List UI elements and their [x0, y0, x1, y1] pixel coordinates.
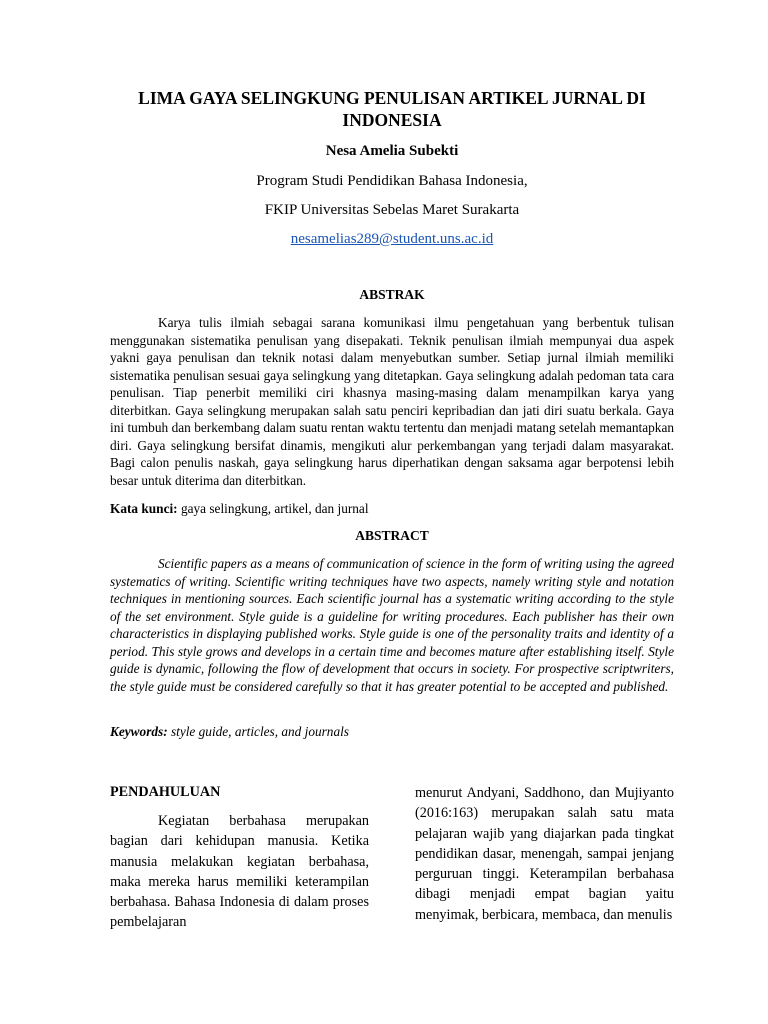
body-column-left	[110, 783, 369, 933]
pendahuluan-paragraph-right: menurut Andyani, Saddhono, dan Mujiyanto (2016:163) merupakan salah satu mata pelajaran wajib yang diajarkan pada tingkat pendidikan dasar, menengah, sampai jenjang perguruan tinggi. Keterampilan berbahasa dibagi menjadi empat bagian yaitu menyimak, berbicara, membaca, dan menulis	[415, 785, 674, 923]
kata-kunci-label: Kata kunci:	[110, 501, 178, 516]
abstrak-heading: ABSTRAK	[359, 287, 425, 302]
kata-kunci	[110, 500, 674, 517]
abstract-text: Scientific papers as a means of communication of science in the form of writing using the agreed systematics of writing. Scientific writing techniques have two aspects, namely writing style and notation techniques in mentioning sources. Each scientific journal has a systematic writing according to the style of the set environment. Style guide is a guideline for writing procedures. Each publisher has their own characteristics in displaying published works. Style guide is one of the personality traits and identity of a period. This style grows and develops in a certain time and becomes mature after establishing itself. Style guide is dynamic, following the flow of development that occurs in society. For prospective scriptwriters, the style guide must be considered carefully so that it has greater potential to be accepted and published.	[110, 556, 674, 694]
abstract-heading: ABSTRACT	[355, 528, 429, 543]
paper-title: LIMA GAYA SELINGKUNG PENULISAN ARTIKEL JURNAL DI INDONESIA	[138, 88, 646, 130]
author-name: Nesa Amelia Subekti	[325, 143, 459, 159]
affiliation-university: FKIP Universitas Sebelas Maret Surakarta	[264, 202, 520, 218]
affiliation-program: Program Studi Pendidikan Bahasa Indonesia,	[256, 173, 528, 189]
section-heading-pendahuluan: PENDAHULUAN	[110, 784, 221, 800]
pendahuluan-paragraph-left: Kegiatan berbahasa merupakan bagian dari kehidupan manusia. Ketika manusia melakukan kegiatan berbahasa, maka mereka harus memiliki keterampilan berbahasa. Bahasa Indonesia di dalam proses pembelajaran	[110, 813, 369, 931]
author-email-link[interactable]: nesamelias289@student.uns.ac.id	[290, 231, 494, 247]
keywords	[110, 723, 674, 740]
kata-kunci-values: gaya selingkung, artikel, dan jurnal	[180, 501, 369, 516]
keywords-label: Keywords:	[110, 724, 168, 739]
abstrak-text: Karya tulis ilmiah sebagai sarana komunikasi ilmu pengetahuan yang berbentuk tulisan menggunakan sistematika penulisan yang disepakati. Teknik penulisan ilmiah mempunyai dua aspek yakni gaya penulisan dan teknik notasi dalam menyebutkan sumber. Setiap jurnal ilmiah memiliki sistematika penulisan sesuai gaya selingkung yang ditetapkan. Gaya selingkung adalah pedoman tata cara penulisan. Tiap penerbit memiliki ciri khasnya masing-masing dalam menampilkan karya yang diterbitkan. Gaya selingkung merupakan salah satu penciri kepribadian dan jati diri suatu berkala. Gaya ini tumbuh dan berkembang dalam suatu rentan waktu tertentu dan menjadi matang setelah memantapkan diri. Gaya selingkung bersifat dinamis, mengikuti alur perkembangan yang terjadi dalam masyarakat. Bagi calon penulis naskah, gaya selingkung harus diperhatikan dengan saksama agar berpotensi lebih besar untuk diterima dan diterbitkan.	[110, 315, 674, 488]
body-column-right	[415, 783, 674, 925]
keywords-values: style guide, articles, and journals	[170, 724, 349, 739]
